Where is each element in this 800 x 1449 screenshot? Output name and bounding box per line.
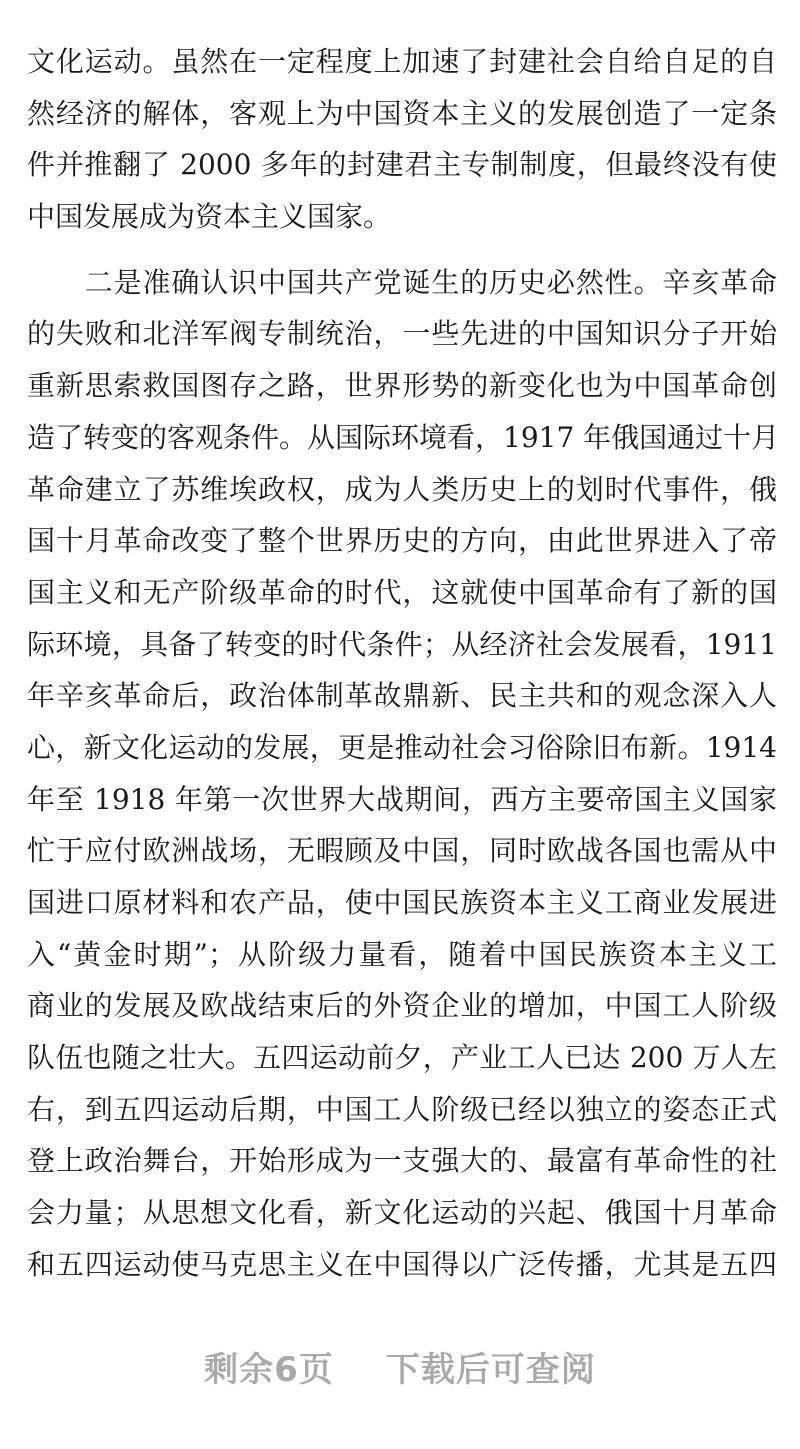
- paragraph-gap: [27, 243, 777, 257]
- text-line: 登上政治舞台，开始形成为一支强大的、最富有革命性的社: [27, 1144, 777, 1178]
- text-line: 国主义和无产阶级革命的时代，这就使中国革命有了新的国: [27, 575, 777, 609]
- text-line: 然经济的解体，客观上为中国资本主义的发展创造了一定条: [27, 96, 777, 130]
- paragraph-1: [27, 36, 777, 243]
- download-prompt[interactable]: [0, 1342, 800, 1391]
- document-body: [27, 36, 780, 1291]
- text-line: 重新思索救国图存之路，世界形势的新变化也为中国革命创: [27, 369, 777, 403]
- text-line: 年辛亥革命后，政治体制革故鼎新、民主共和的观念深入人: [27, 679, 777, 713]
- text-line: 忙于应付欧洲战场，无暇顾及中国，同时欧战各国也需从中: [27, 834, 777, 868]
- text-line: 件并推翻了 2000 多年的封建君主专制制度，但最终没有使: [27, 148, 777, 182]
- text-line: 商业的发展及欧战结束后的外资企业的增加，中国工人阶级: [27, 989, 777, 1023]
- text-line: 心，新文化运动的发展，更是推动社会习俗除旧布新。1914: [27, 730, 777, 764]
- text-line: 国进口原材料和农产品，使中国民族资本主义工商业发展进: [27, 886, 777, 919]
- text-line: 和五四运动使马克思主义在中国得以广泛传播，尤其是五四: [27, 1247, 777, 1281]
- text-line: 革命建立了苏维埃政权，成为人类历史上的划时代事件，俄: [27, 472, 777, 506]
- text-line: 年至 1918 年第一次世界大战期间，西方主要帝国主义国家: [27, 782, 777, 816]
- text-line: 际环境，具备了转变的时代条件；从经济社会发展看，1911: [27, 627, 777, 661]
- text-line: 右，到五四运动后期，中国工人阶级已经以独立的姿态正式: [27, 1092, 777, 1126]
- text-line: 造了转变的客观条件。从国际环境看，1917 年俄国通过十月: [27, 420, 780, 454]
- text-line: 二是准确认识中国共产党诞生的历史必然性。辛亥革命: [27, 265, 777, 299]
- text-line: 国十月革命改变了整个世界历史的方向，由此世界进入了帝: [27, 524, 777, 558]
- paragraph-2: [27, 257, 780, 1291]
- remaining-pages-label: 剩余6页: [204, 1350, 334, 1390]
- text-line: 会力量；从思想文化看，新文化运动的兴起、俄国十月革命: [27, 1196, 777, 1230]
- download-hint-label: 下载后可查阅: [385, 1350, 596, 1390]
- text-line: 入“黄金时期”；从阶级力量看，随着中国民族资本主义工: [27, 937, 777, 971]
- text-line: 队伍也随之壮大。五四运动前夕，产业工人已达 200 万人左: [27, 1041, 777, 1075]
- text-line: 的失败和北洋军阀专制统治，一些先进的中国知识分子开始: [27, 317, 777, 351]
- text-line: 文化运动。虽然在一定程度上加速了封建社会自给自足的自: [27, 45, 777, 78]
- text-line: 中国发展成为资本主义国家。: [27, 200, 392, 234]
